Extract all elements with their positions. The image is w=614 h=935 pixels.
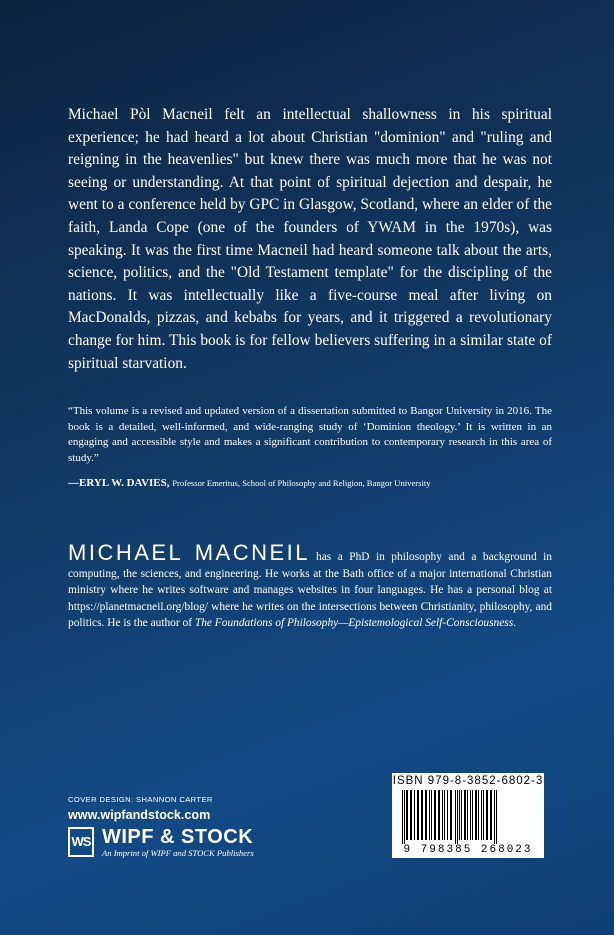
barcode-bar xyxy=(447,790,448,840)
barcode-bar xyxy=(475,790,477,840)
publisher-name: WIPF & STOCK xyxy=(102,826,254,848)
endorsement-attribution xyxy=(68,476,552,491)
publisher-tagline: An Imprint of WIPF and STOCK Publishers xyxy=(102,848,254,858)
cover-design-credit: COVER DESIGN: SHANNON CARTER xyxy=(68,795,213,804)
barcode-bar xyxy=(483,790,484,840)
barcode-bar xyxy=(470,790,471,840)
author-bio xyxy=(68,542,552,632)
barcode-bar xyxy=(444,790,445,840)
barcode-bar xyxy=(494,790,495,844)
publisher-website[interactable]: www.wipfandstock.com xyxy=(68,808,211,822)
barcode-bar xyxy=(429,790,430,840)
barcode-bar xyxy=(410,790,412,840)
barcode-bar xyxy=(406,790,408,840)
barcode-bar xyxy=(490,790,492,840)
barcode-bar xyxy=(442,790,443,840)
barcode-bar xyxy=(421,790,423,840)
barcode-bar xyxy=(457,790,458,844)
ws-logo-icon: WS xyxy=(68,827,94,857)
barcode-bar xyxy=(402,790,403,844)
author-name: MICHAEL MACNEIL xyxy=(68,540,311,565)
barcode-bar xyxy=(481,790,482,840)
barcode-digits: 9 798385 268023 xyxy=(403,844,533,856)
book-description: Michael Pòl Macneil felt an intellectual shallowness in his spiritual experience; he had heard a lot about Christian "dominion" and "ruling and reigning in the heavenlies" but knew there was much more that he was not seeing or understanding. At that point of spiritual dejection and despair, he went to a conference held by GPC in Glasgow, Scotland, where an elder of the faith, Landa Cope (one of the founders of YWAM in the 1970s), was speaking. It was the first time Macneil had heard someone talk about the arts, science, politics, and the "Old Testament template" for the discipling of the nations. It was intellectually like a five-course meal after living on MacDonalds, pizzas, and kebabs for years, and it triggered a revolutionary change for him. This book is for fellow believers suffering in a similar state of spiritual starvation. xyxy=(68,106,552,372)
barcode-bar xyxy=(496,790,497,844)
barcode-bar xyxy=(404,790,405,844)
barcode-bar xyxy=(431,790,432,840)
barcode-bar xyxy=(417,790,419,840)
endorser-affiliation: Professor Emeritus, School of Philosophy and Religion, Bangor University xyxy=(172,478,431,488)
barcode-bar xyxy=(459,790,460,840)
publisher-logo xyxy=(68,826,298,860)
barcode-bar xyxy=(455,790,456,844)
author-previous-book: The Foundations of Philosophy—Epistemological Self-Consciousness xyxy=(194,617,514,630)
endorsement-quote: “This volume is a revised and updated version of a dissertation submitted to Bangor University in 2016. The book is a detailed, well-informed, and wide-ranging study of ‘Dominion theology.’ It is written in an engaging and accessible style and makes a significant contribution to contemporary research in this area of study.” xyxy=(68,405,552,464)
barcode-bar xyxy=(414,790,415,840)
barcode-bar xyxy=(450,790,452,840)
barcode-bar xyxy=(461,790,462,840)
isbn-barcode xyxy=(392,773,544,858)
barcode-bar xyxy=(478,790,479,840)
barcode-bar xyxy=(464,790,466,840)
author-bio-text: has a PhD in philosophy and a background in computing, the sciences, and engineering. He works at the Bath office of a major international Christian ministry where he writes software and manages websites in four languages. He has a personal blog at https://planetmacneil.org/blog/ where he writes on the intersections between Christianity, philosophy, and politics. He is the author of xyxy=(68,551,553,630)
barcode-bar xyxy=(434,790,436,840)
barcode-bar xyxy=(467,790,468,840)
barcode-bar xyxy=(438,790,440,840)
barcode-bar xyxy=(425,790,427,840)
barcode-bar xyxy=(486,790,488,840)
barcode-bars xyxy=(400,790,536,844)
isbn-label: ISBN 979-8-3852-6802-3 xyxy=(392,775,544,787)
barcode-bar xyxy=(472,790,473,840)
endorser-name: —ERYL W. DAVIES, xyxy=(68,477,170,489)
author-bio-end: . xyxy=(513,617,517,630)
